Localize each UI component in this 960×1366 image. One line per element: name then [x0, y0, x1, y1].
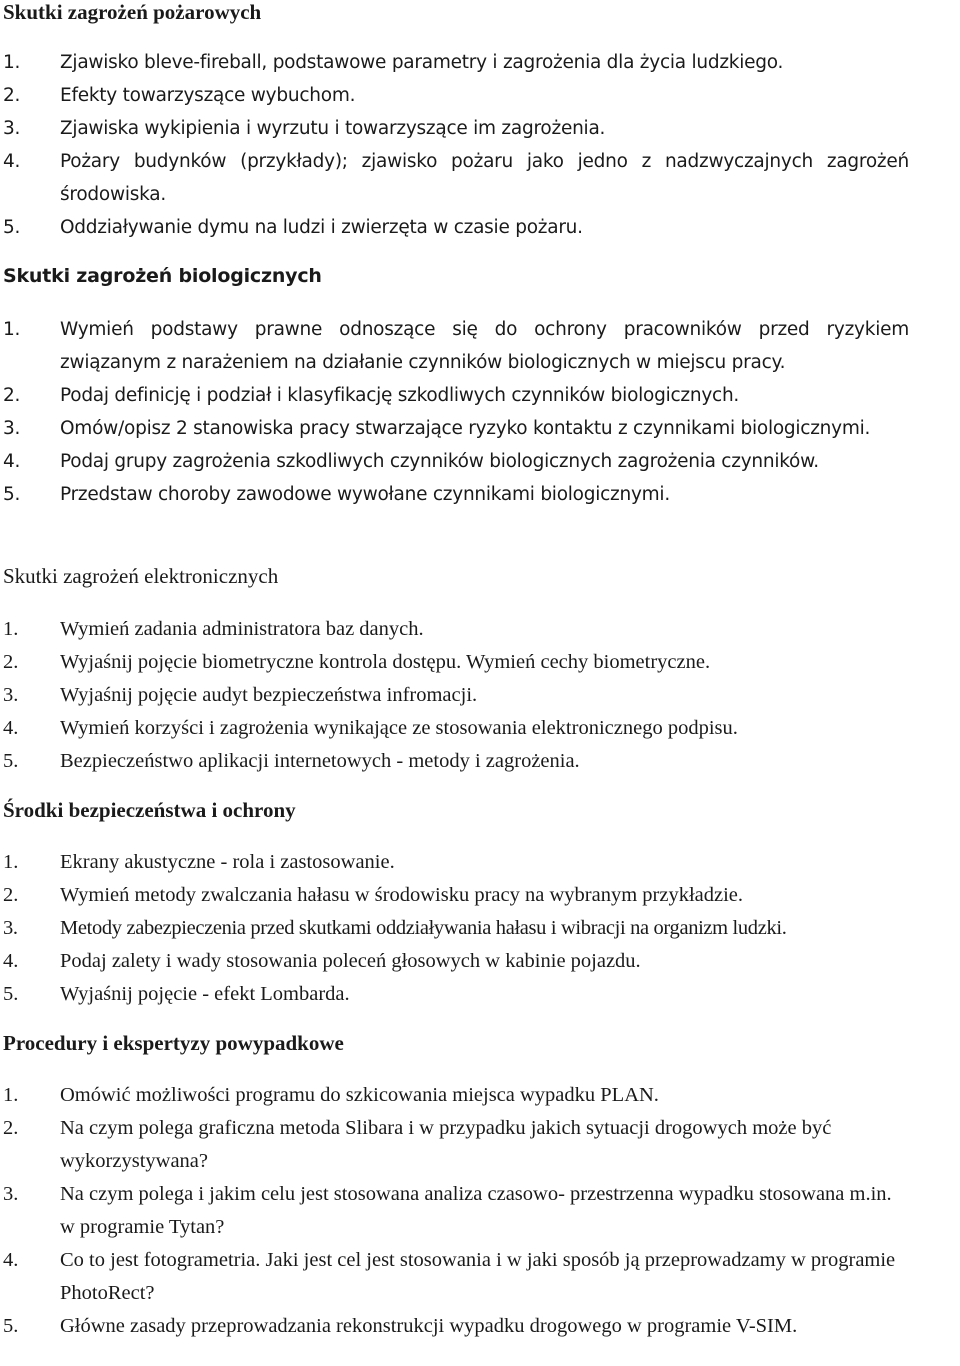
- item-number: 3.: [3, 1183, 19, 1205]
- list-item: [0, 1112, 945, 1178]
- item-number: 5.: [3, 750, 19, 772]
- item-number: 5.: [3, 983, 19, 1005]
- list-item: [0, 879, 960, 912]
- item-number: 2.: [3, 884, 19, 906]
- list-item: [0, 478, 913, 511]
- question-list: [0, 846, 960, 1011]
- list-item: [0, 846, 960, 879]
- item-number: 3.: [3, 118, 21, 139]
- item-text: Podaj zalety i wady stosowania poleceń głosowych w kabinie pojazdu.: [60, 950, 641, 972]
- item-text: Pożary budynków (przykłady); zjawisko pożaru jako jedno z nadzwyczajnych zagrożeń środowiska.: [60, 151, 909, 205]
- item-number: 4.: [3, 717, 19, 739]
- item-number: 4.: [3, 451, 21, 472]
- question-list: [0, 1079, 900, 1343]
- question-list: [0, 46, 913, 244]
- list-item: [0, 211, 913, 244]
- list-item: [0, 1244, 900, 1310]
- item-text: Na czym polega i jakim celu jest stosowana analiza czasowo- przestrzenna wypadku stosowana m.in. w programie Tytan?: [60, 1183, 892, 1238]
- item-number: 4.: [3, 950, 19, 972]
- item-number: 5.: [3, 217, 21, 238]
- list-item: [0, 712, 913, 745]
- item-number: 5.: [3, 1315, 19, 1337]
- list-item: [0, 945, 960, 978]
- item-text: Omów/opisz 2 stanowiska pracy stwarzające ryzyko kontaktu z czynnikami biologicznymi.: [60, 418, 871, 439]
- list-item: [0, 46, 913, 79]
- item-number: 3.: [3, 917, 18, 939]
- item-text: Wymień metody zwalczania hałasu w środowisku pracy na wybranym przykładzie.: [60, 884, 744, 906]
- list-item: [0, 1079, 900, 1112]
- item-text: Wyjaśnij pojęcie - efekt Lombarda.: [60, 983, 350, 1005]
- item-text: Wymień podstawy prawne odnoszące się do ochrony pracowników przed ryzykiem związanym z narażeniem na działanie czynników biologicznych w miejscu pracy.: [60, 319, 909, 373]
- item-number: 1.: [3, 52, 21, 73]
- item-number: 3.: [3, 684, 19, 706]
- list-item: [0, 79, 913, 112]
- item-text: Ekrany akustyczne - rola i zastosowanie.: [60, 851, 395, 873]
- list-item: [0, 412, 913, 445]
- item-number: 2.: [3, 1117, 19, 1139]
- item-text: Zjawiska wykipienia i wyrzutu i towarzyszące im zagrożenia.: [60, 118, 606, 139]
- list-item: [0, 313, 913, 379]
- section-heading: Środki bezpieczeństwa i ochrony: [3, 798, 296, 822]
- item-number: 1.: [3, 319, 21, 340]
- item-text: Wymień zadania administratora baz danych.: [60, 618, 424, 640]
- list-item: [0, 912, 960, 945]
- section-heading: Skutki zagrożeń pożarowych: [3, 0, 262, 24]
- item-text: Co to jest fotogrametria. Jaki jest cel jest stosowania i w jaki sposób ją przeprowadzamy w programie PhotoRect?: [60, 1249, 896, 1304]
- section-heading: Skutki zagrożeń elektronicznych: [3, 564, 279, 588]
- list-item: [0, 745, 913, 778]
- section-heading: Skutki zagrożeń biologicznych: [3, 265, 322, 287]
- item-text: Na czym polega graficzna metoda Slibara i w przypadku jakich sytuacji drogowych może być wykorzystywana?: [60, 1117, 832, 1172]
- list-item: [0, 1178, 900, 1244]
- item-text: Wyjaśnij pojęcie biometryczne kontrola dostępu. Wymień cechy biometryczne.: [60, 651, 711, 673]
- list-item: [0, 646, 913, 679]
- item-text: Zjawisko bleve-fireball, podstawowe parametry i zagrożenia dla życia ludzkiego.: [60, 52, 784, 73]
- item-text: Główne zasady przeprowadzania rekonstrukcji wypadku drogowego w programie V-SIM.: [60, 1315, 798, 1337]
- list-item: [0, 145, 913, 211]
- item-number: 1.: [3, 1084, 19, 1106]
- item-text: Oddziaływanie dymu na ludzi i zwierzęta w czasie pożaru.: [60, 217, 583, 238]
- list-item: [0, 978, 960, 1011]
- question-list: [0, 313, 913, 511]
- item-number: 3.: [3, 418, 21, 439]
- item-number: 2.: [3, 651, 19, 673]
- list-item: [0, 1310, 900, 1343]
- question-list: [0, 613, 913, 778]
- item-text: Podaj grupy zagrożenia szkodliwych czynników biologicznych zagrożenia czynników.: [60, 451, 819, 472]
- item-number: 4.: [3, 1249, 19, 1271]
- item-number: 4.: [3, 151, 21, 172]
- list-item: [0, 379, 913, 412]
- item-text: Podaj definicję i podział i klasyfikację szkodliwych czynników biologicznych.: [60, 385, 740, 406]
- list-item: [0, 445, 913, 478]
- section-heading: Procedury i ekspertyzy powypadkowe: [3, 1031, 344, 1055]
- item-text: Metody zabezpieczenia przed skutkami oddziaływania hałasu i wibracji na organizm ludzki.: [60, 917, 787, 939]
- list-item: [0, 112, 913, 145]
- item-number: 1.: [3, 618, 19, 640]
- item-number: 1.: [3, 851, 19, 873]
- item-number: 2.: [3, 85, 21, 106]
- item-number: 2.: [3, 385, 21, 406]
- item-text: Wymień korzyści i zagrożenia wynikające ze stosowania elektronicznego podpisu.: [60, 717, 738, 739]
- item-text: Wyjaśnij pojęcie audyt bezpieczeństwa infromacji.: [60, 684, 478, 706]
- item-text: Bezpieczeństwo aplikacji internetowych - metody i zagrożenia.: [60, 750, 580, 772]
- list-item: [0, 679, 913, 712]
- item-text: Efekty towarzyszące wybuchom.: [60, 85, 356, 106]
- list-item: [0, 613, 913, 646]
- item-number: 5.: [3, 484, 21, 505]
- item-text: Przedstaw choroby zawodowe wywołane czynnikami biologicznymi.: [60, 484, 670, 505]
- item-text: Omówić możliwości programu do szkicowania miejsca wypadku PLAN.: [60, 1084, 659, 1106]
